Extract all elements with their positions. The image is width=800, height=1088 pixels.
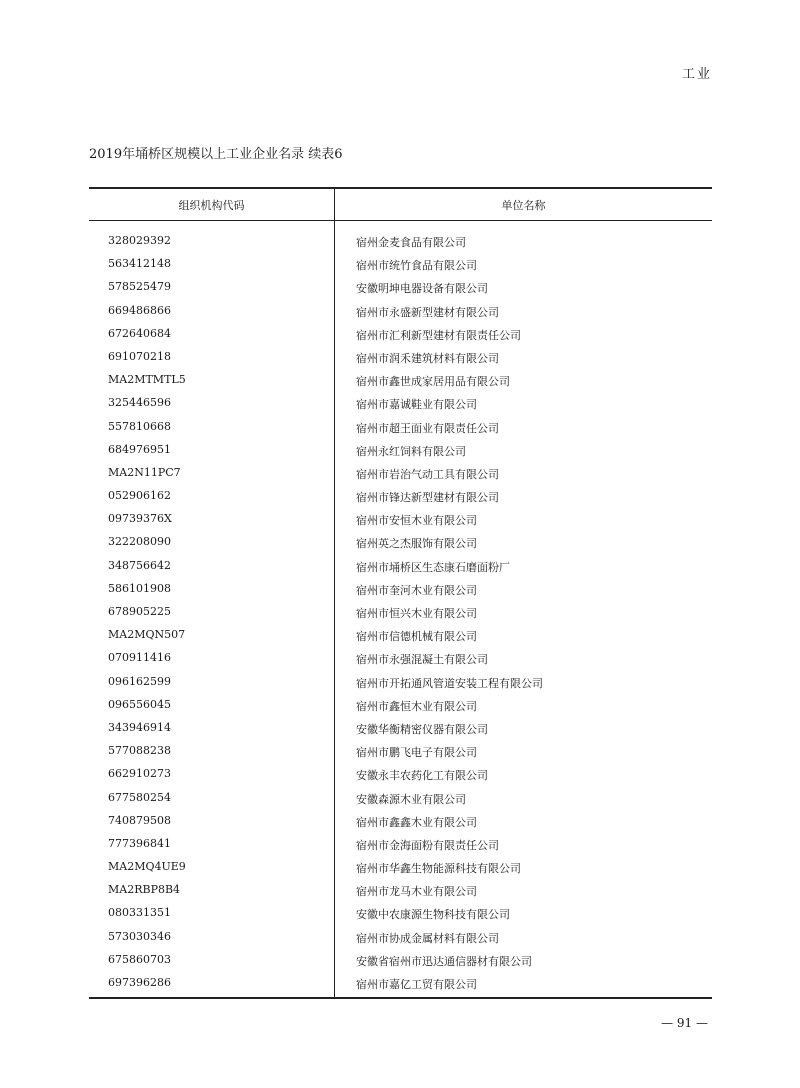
company-name-cell: 安徽华衡精密仪器有限公司 [356,722,488,736]
table-row [89,927,712,950]
company-name-cell: 宿州市鑫鑫木业有限公司 [356,815,477,829]
table-row [89,579,712,602]
org-code-cell: MA2MTMTL5 [108,373,186,387]
company-name-cell: 宿州永红饲料有限公司 [356,444,466,458]
org-code-cell: 577088238 [108,744,171,758]
company-name-cell: 宿州市埇桥区生态康石磨面粉厂 [356,560,510,574]
table-row [89,347,712,370]
company-name-cell: 安徽森源木业有限公司 [356,792,466,806]
org-code-cell: 322208090 [108,535,171,549]
org-code-cell: 677580254 [108,790,171,804]
table-row [89,231,712,254]
table-row [89,556,712,579]
company-name-cell: 安徽中农康源生物科技有限公司 [356,908,510,922]
company-name-cell: 宿州市永强混凝土有限公司 [356,653,488,667]
company-name-cell: 宿州市鹏飞电子有限公司 [356,746,477,760]
company-name-cell: 宿州市超王面业有限责任公司 [356,421,499,435]
company-name-cell: 安徽省宿州市迅达通信器材有限公司 [356,954,532,968]
org-code-cell: 557810668 [108,419,171,433]
table-row [89,463,712,486]
table-row [89,393,712,416]
table-row [89,950,712,973]
org-code-cell: 675860703 [108,952,171,966]
company-name-cell: 宿州市嘉诚鞋业有限公司 [356,398,477,412]
org-code-cell: 096556045 [108,697,171,711]
table-row [89,903,712,926]
org-code-cell: 328029392 [108,234,171,247]
company-name-cell: 宿州市华鑫生物能源科技有限公司 [356,862,521,876]
org-code-cell: MA2MQ4UE9 [108,860,186,874]
company-name-cell: 宿州英之杰服饰有限公司 [356,537,477,551]
table-row [89,648,712,671]
table-row [89,834,712,857]
org-code-cell: 09739376X [108,512,172,526]
org-code-cell: 563412148 [108,257,171,271]
org-code-cell: MA2MQN507 [108,628,186,642]
org-code-cell: 586101908 [108,581,171,595]
table-row [89,880,712,903]
company-name-cell: 宿州市开拓通风管道安装工程有限公司 [356,676,543,690]
org-code-cell: 578525479 [108,280,171,294]
company-name-cell: 宿州市嘉亿工贸有限公司 [356,978,477,991]
table-row [89,602,712,625]
company-name-cell: 安徽永丰农药化工有限公司 [356,769,488,783]
table-row [89,324,712,347]
table-row [89,625,712,648]
column-header-code: 组织机构代码 [178,199,245,212]
org-code-cell: 678905225 [108,605,171,618]
table-title: 2019年埇桥区规模以上工业企业名录 续表6 [89,147,343,162]
company-name-cell: 宿州市恒兴木业有限公司 [356,607,477,620]
table-top-rule [89,187,712,189]
table-row [89,509,712,532]
table-row [89,370,712,393]
company-name-cell: 宿州市龙马木业有限公司 [356,885,477,899]
company-name-cell: 宿州市鑫世成家居用品有限公司 [356,375,510,389]
table-row [89,417,712,440]
table-row [89,301,712,324]
org-code-cell: 669486866 [108,303,171,317]
org-code-cell: 684976951 [108,442,171,456]
org-code-cell: 096162599 [108,674,171,688]
table-row [89,788,712,811]
table-row [89,672,712,695]
org-code-cell: 740879508 [108,813,171,827]
company-name-cell: 宿州市永盛新型建材有限公司 [356,305,499,319]
table-bottom-rule [89,997,712,999]
org-code-cell: 697396286 [108,976,171,989]
org-code-cell: 343946914 [108,720,171,734]
org-code-cell: 080331351 [108,906,171,920]
org-code-cell: 662910273 [108,767,171,781]
org-code-cell: 573030346 [108,929,171,943]
org-code-cell: 052906162 [108,489,171,503]
company-name-cell: 安徽明坤电器设备有限公司 [356,282,488,296]
org-code-cell: 672640684 [108,326,171,340]
company-name-cell: 宿州市协成金属材料有限公司 [356,931,499,945]
table-row [89,532,712,555]
company-name-cell: 宿州市奎河木业有限公司 [356,583,477,597]
org-code-cell: 691070218 [108,349,171,363]
table-row [89,254,712,277]
table-row [89,764,712,787]
column-header-name: 单位名称 [501,199,546,212]
company-name-cell: 宿州市锋达新型建材有限公司 [356,491,499,505]
company-name-cell: 宿州市岩治气动工具有限公司 [356,467,499,481]
org-code-cell: 325446596 [108,396,171,410]
table-row [89,973,712,996]
table-row [89,857,712,880]
org-code-cell: 777396841 [108,836,171,850]
org-code-cell: MA2N11PC7 [108,465,181,479]
table-body [89,231,712,996]
company-name-cell: 宿州市润禾建筑材料有限公司 [356,351,499,365]
table-row [89,741,712,764]
table-row [89,440,712,463]
company-name-cell: 宿州市金海面粉有限责任公司 [356,838,499,852]
table-row [89,718,712,741]
org-code-cell: MA2RBP8B4 [108,883,181,897]
company-name-cell: 宿州市汇利新型建材有限责任公司 [356,328,521,342]
company-name-cell: 宿州市安恒木业有限公司 [356,514,477,528]
org-code-cell: 348756642 [108,558,171,572]
table-row [89,486,712,509]
table-header-rule [89,220,712,221]
company-name-cell: 宿州市鑫恒木业有限公司 [356,699,477,713]
table-row [89,811,712,834]
section-label: 工业 [681,67,712,82]
table-row [89,695,712,718]
company-name-cell: 宿州市统竹食品有限公司 [356,259,477,273]
company-name-cell: 宿州金麦食品有限公司 [356,236,466,249]
org-code-cell: 070911416 [108,651,171,665]
company-name-cell: 宿州市信德机械有限公司 [356,630,477,644]
page-number: — 91 — [661,1016,708,1030]
table-row [89,277,712,300]
